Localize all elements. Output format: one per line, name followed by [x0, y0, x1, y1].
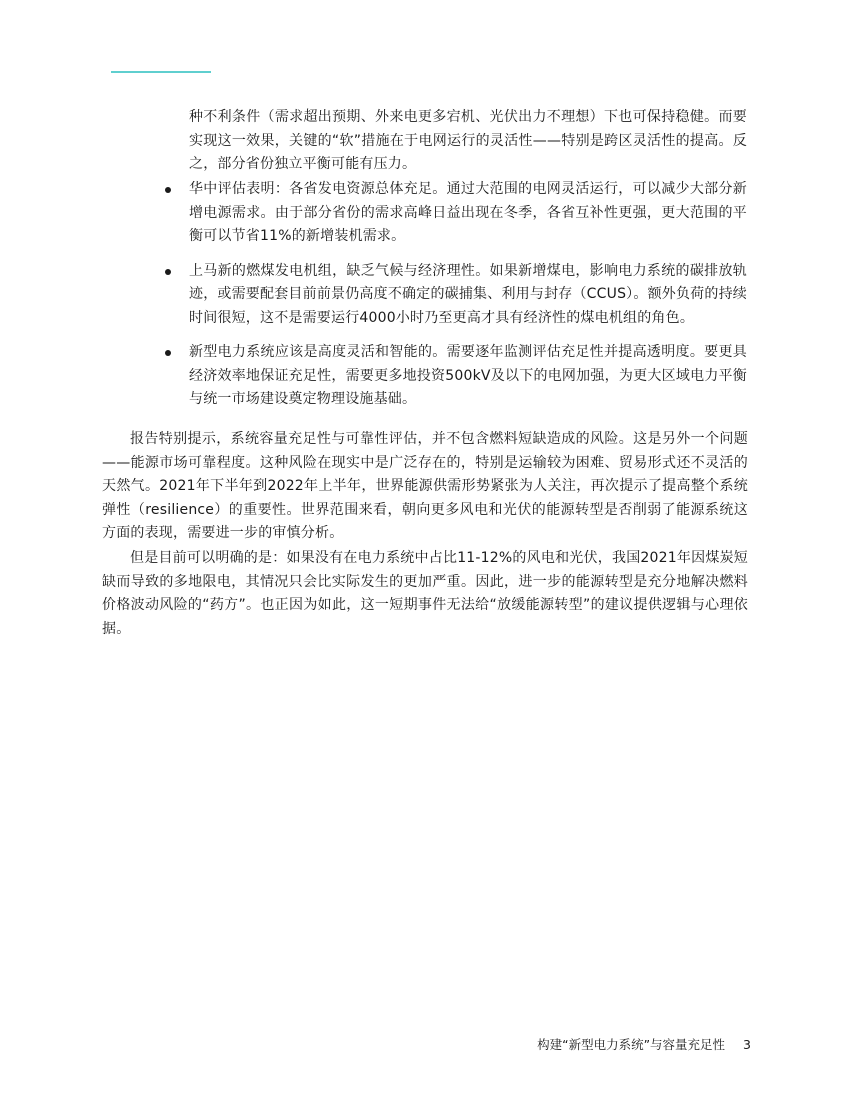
header-accent-rule	[111, 71, 211, 73]
continuation-paragraph: 种不利条件（需求超出预期、外来电更多宕机、光伏出力不理想）下也可保持稳健。而要实现这一效果，关键的“软”措施在于电网运行的灵活性——特别是跨区灵活性的提高。反之，部分省份独立平衡可能有压力。	[189, 109, 747, 172]
findings-bullet-list	[0, 178, 850, 423]
footer-title: 构建“新型电力系统”与容量充足性	[537, 1037, 726, 1052]
body-paragraph-fuel-risk: 报告特别提示，系统容量充足性与可靠性评估，并不包含燃料短缺造成的风险。这是另外一个问题——能源市场可靠程度。这种风险在现实中是广泛存在的，特别是运输较为困难、贸易形式还不灵活的天然气。2021年下半年到2022年上半年，世界能源供需形势紧张为人关注，再次提示了提高整个系统弹性（resilience）的重要性。世界范围来看，朝向更多风电和光伏的能源转型是否削弱了能源系统这方面的表现，需要进一步的审慎分析。	[102, 431, 748, 541]
bullet-dot-icon	[165, 187, 171, 193]
bullet-item	[0, 260, 850, 331]
bullet-text: 新型电力系统应该是高度灵活和智能的。需要逐年监测评估充足性并提高透明度。要更具经济效率地保证充足性，需要更多地投资500kV及以下的电网加强，为更大区域电力平衡与统一市场建设奠定物理设施基础。	[189, 344, 747, 407]
page-number: 3	[743, 1037, 751, 1052]
bullet-text: 华中评估表明：各省发电资源总体充足。通过大范围的电网灵活运行，可以减少大部分新增电源需求。由于部分省份的需求高峰日益出现在冬季，各省互补性更强，更大范围的平衡可以节省11%的新增装机需求。	[189, 181, 747, 244]
bullet-item	[0, 341, 850, 412]
bullet-dot-icon	[165, 350, 171, 356]
bullet-item	[0, 178, 850, 249]
page-footer	[537, 1035, 751, 1053]
bullet-dot-icon	[165, 269, 171, 275]
bullet-text: 上马新的燃煤发电机组，缺乏气候与经济理性。如果新增煤电，影响电力系统的碳排放轨迹，或需要配套目前前景仍高度不确定的碳捕集、利用与封存（CCUS）。额外负荷的持续时间很短，这不是需要运行4000小时乃至更高才具有经济性的煤电机组的角色。	[189, 262, 747, 326]
body-paragraph-energy-transition: 但是目前可以明确的是：如果没有在电力系统中占比11-12%的风电和光伏，我国2021年因煤炭短缺而导致的多地限电，其情况只会比实际发生的更加严重。因此，进一步的能源转型是充分地解决燃料价格波动风险的“药方”。也正因为如此，这一短期事件无法给“放缓能源转型”的建议提供逻辑与心理依据。	[102, 550, 748, 637]
